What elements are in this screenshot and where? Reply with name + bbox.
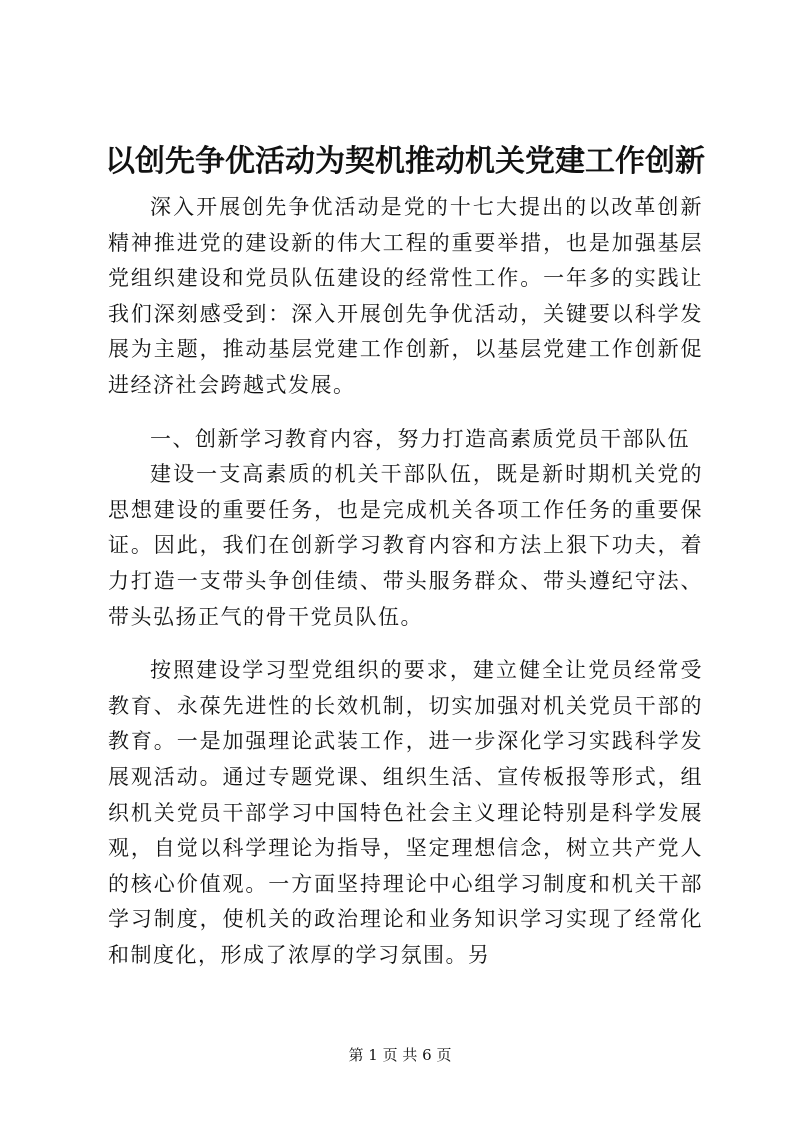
section-heading-1: 一、创新学习教育内容，努力打造高素质党员干部队伍 bbox=[150, 426, 690, 451]
document-title: 以创先争优活动为契机推动机关党建工作创新 bbox=[105, 144, 705, 179]
paragraph-intro: 深入开展创先争优活动是党的十七大提出的以改革创新精神推进党的建设新的伟大工程的重要举措，也是加强基层党组织建设和党员队伍建设的经常性工作。一年多的实践让我们深刻感受到：深入开展创先争优活动，关键要以科学发展为主题，推动基层党建工作创新，以基层党建工作创新促进经济社会跨越式发展。 bbox=[108, 195, 703, 397]
paragraph-section-1-a: 建设一支高素质的机关干部队伍，既是新时期机关党的思想建设的重要任务，也是完成机关各项工作任务的重要保证。因此，我们在创新学习教育内容和方法上狠下功夫，着力打造一支带头争创佳绩、带头服务群众、带头遵纪守法、带头弘扬正气的骨干党员队伍。 bbox=[108, 462, 703, 629]
page-footer: 第 1 页 共 6 页 bbox=[348, 1046, 452, 1064]
paragraph-section-1-b: 按照建设学习型党组织的要求，建立健全让党员经常受教育、永葆先进性的长效机制，切实加强对机关党员干部的教育。一是加强理论武装工作，进一步深化学习实践科学发展观活动。通过专题党课、组织生活、宣传板报等形式，组织机关党员干部学习中国特色社会主义理论特别是科学发展观，自觉以科学理论为指导，坚定理想信念，树立共产党人的核心价值观。一方面坚持理论中心组学习制度和机关干部学习制度，使机关的政治理论和业务知识学习实现了经常化和制度化，形成了浓厚的学习氛围。另 bbox=[108, 658, 703, 967]
document-body bbox=[108, 190, 703, 973]
